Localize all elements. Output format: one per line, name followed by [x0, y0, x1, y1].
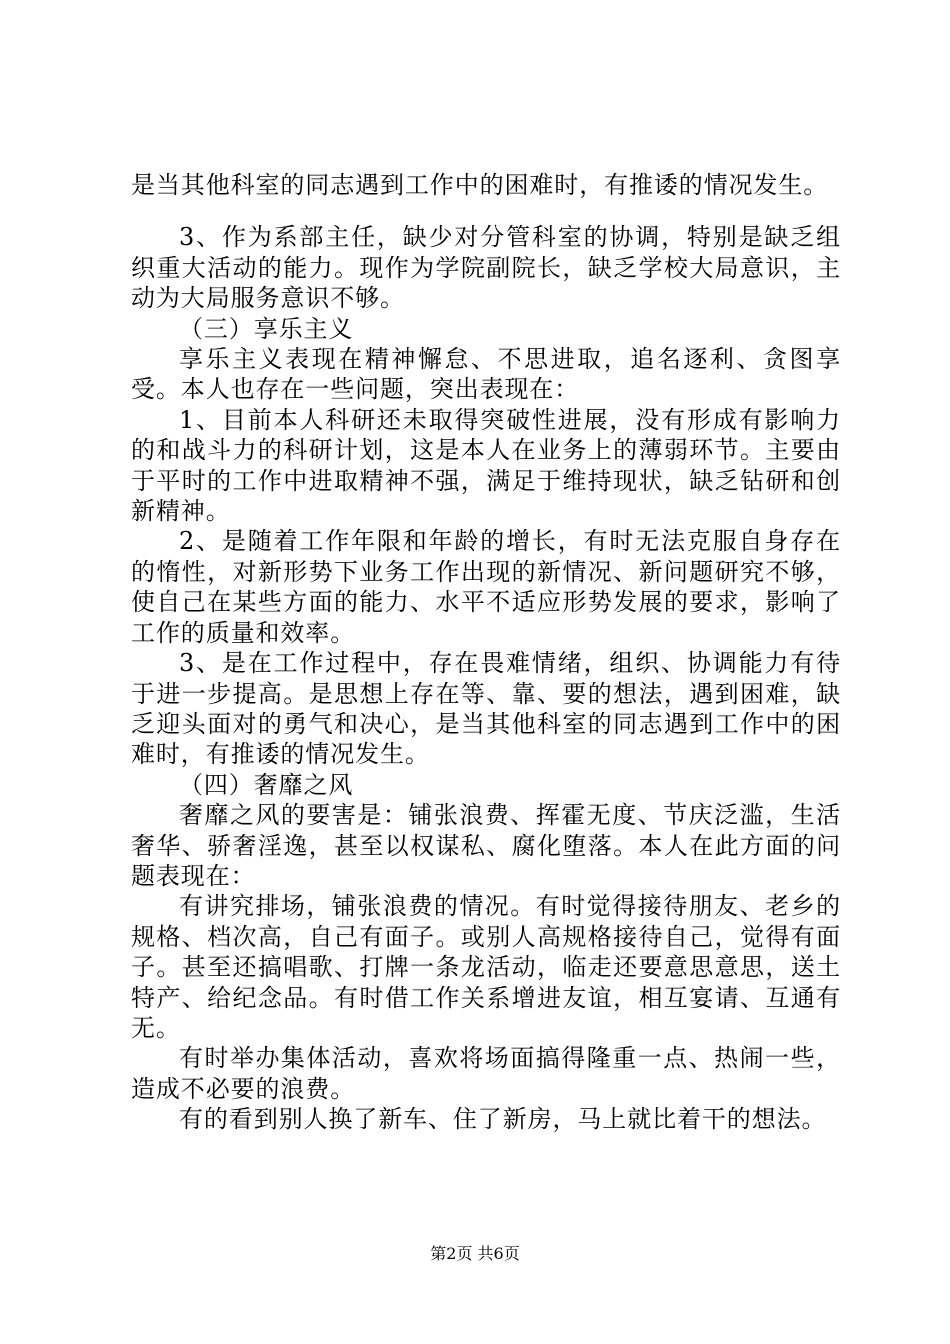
paragraph-item-3-coordination: 3、作为系部主任，缺少对分管科室的协调，特别是缺乏组织重大活动的能力。现作为学院副院长，缺乏学校大局意识，主动为大局服务意识不够。: [131, 223, 841, 313]
paragraph-hedonism-item-1: 1、目前本人科研还未取得突破性进展，没有形成有影响力的和战斗力的科研计划，这是本人在业务上的薄弱环节。主要由于平时的工作中进取精神不强，满足于维持现状，缺乏钻研和创新精神。: [131, 405, 841, 526]
paragraph-hedonism-item-3: 3、是在工作过程中，存在畏难情绪，组织、协调能力有待于进一步提高。是思想上存在等、靠、要的想法，遇到困难，缺乏迎头面对的勇气和决心，是当其他科室的同志遇到工作中的困难时，有推诿的情况发生。: [131, 649, 841, 769]
paragraph-continuation: 是当其他科室的同志遇到工作中的困难时，有推诿的情况发生。: [131, 171, 829, 199]
paragraph-extravagance-intro: 奢靡之风的要害是：铺张浪费、挥霍无度、节庆泛滥，生活奢华、骄奢淫逸，甚至以权谋私、腐化堕落。本人在此方面的问题表现在：: [131, 801, 841, 890]
section-heading-extravagance: （四）奢靡之风: [179, 770, 354, 799]
paragraph-extravagance-comparison: 有的看到别人换了新车、住了新房，马上就比着干的想法。: [179, 1105, 827, 1134]
paragraph-extravagance-ostentation: 有讲究排场，铺张浪费的情况。有时觉得接待朋友、老乡的规格、档次高，自己有面子。或别人高规格接待自己，觉得有面子。甚至还搞唱歌、打牌一条龙活动，临走还要意思意思，送土特产、给纪念品。有时借工作关系增进友谊，相互宴请、互通有无。: [131, 892, 841, 1042]
paragraph-extravagance-activities: 有时举办集体活动，喜欢将场面搞得隆重一点、热闹一些，造成不必要的浪费。: [131, 1044, 841, 1103]
section-heading-hedonism: （三）享乐主义: [179, 314, 354, 343]
paragraph-hedonism-item-2: 2、是随着工作年限和年龄的增长，有时无法克服自身存在的惰性，对新形势下业务工作出现的新情况、新问题研究不够，使自己在某些方面的能力、水平不适应形势发展的要求，影响了工作的质量和效率。: [131, 527, 841, 647]
document-body: [131, 170, 841, 1135]
paragraph-hedonism-intro: 享乐主义表现在精神懈怠、不思进取，追名逐利、贪图享受。本人也存在一些问题，突出表现在：: [131, 345, 841, 404]
page-number-footer: 第2页 共6页: [430, 1244, 520, 1263]
